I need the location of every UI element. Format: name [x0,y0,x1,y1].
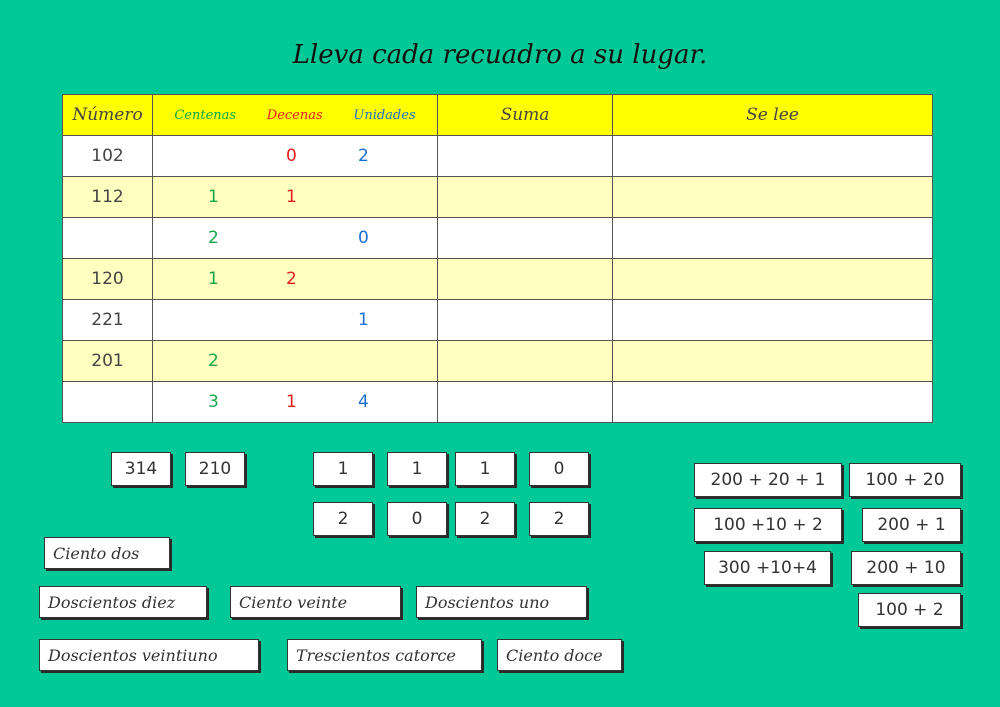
cell-suma[interactable] [438,177,613,218]
cell-suma[interactable] [438,136,613,177]
table-row [63,259,933,300]
card-reading[interactable]: Doscientos uno [416,586,587,618]
card-reading[interactable]: Ciento doce [497,639,622,671]
cell-se-lee[interactable] [613,300,933,341]
card-digit[interactable]: 2 [455,502,515,536]
cell-se-lee[interactable] [613,136,933,177]
card-sum[interactable]: 100 + 2 [858,593,961,627]
digit-centenas: 1 [208,187,219,207]
table-row [63,136,933,177]
cell-digits[interactable] [153,259,438,300]
table-row [63,382,933,423]
cell-numero[interactable]: 221 [63,300,153,341]
header-se-lee: Se lee [613,95,933,136]
header-unidades: Unidades [353,107,416,123]
cell-suma[interactable] [438,341,613,382]
card-digit[interactable]: 1 [313,452,373,486]
cell-numero[interactable]: 120 [63,259,153,300]
cell-suma[interactable] [438,218,613,259]
card-digit[interactable]: 2 [313,502,373,536]
digit-decenas: 0 [286,146,297,166]
card-number[interactable]: 314 [111,452,171,486]
digit-decenas: 2 [286,269,297,289]
card-digit[interactable]: 0 [529,452,589,486]
page-title: Lleva cada recuadro a su lugar. [292,40,708,70]
card-sum[interactable]: 200 + 1 [862,508,961,542]
card-sum[interactable]: 200 + 10 [851,551,961,585]
header-suma: Suma [438,95,613,136]
table-row [63,177,933,218]
card-digit[interactable]: 2 [529,502,589,536]
digit-decenas: 1 [286,187,297,207]
digit-unidades: 4 [358,392,369,412]
card-reading[interactable]: Trescientos catorce [287,639,482,671]
cell-se-lee[interactable] [613,382,933,423]
header-place-values [153,95,438,136]
card-reading[interactable]: Ciento dos [44,537,170,569]
card-number[interactable]: 210 [185,452,245,486]
digit-decenas: 1 [286,392,297,412]
digit-unidades: 1 [358,310,369,330]
cell-digits[interactable] [153,136,438,177]
cell-digits[interactable] [153,382,438,423]
cell-suma[interactable] [438,300,613,341]
cell-se-lee[interactable] [613,177,933,218]
table-row [63,218,933,259]
cell-digits[interactable] [153,300,438,341]
cell-se-lee[interactable] [613,341,933,382]
card-reading[interactable]: Ciento veinte [230,586,401,618]
digit-centenas: 1 [208,269,219,289]
cell-numero[interactable]: 102 [63,136,153,177]
cell-numero[interactable] [63,382,153,423]
header-numero: Número [63,95,153,136]
card-digit[interactable]: 1 [455,452,515,486]
cell-digits[interactable] [153,177,438,218]
table-row [63,341,933,382]
cell-digits[interactable] [153,218,438,259]
card-sum[interactable]: 100 + 20 [849,463,961,497]
cell-digits[interactable] [153,341,438,382]
digit-unidades: 0 [358,228,369,248]
digit-unidades: 2 [358,146,369,166]
header-decenas: Decenas [266,107,323,123]
table-header-row [63,95,933,136]
digit-centenas: 2 [208,228,219,248]
table-row [63,300,933,341]
card-digit[interactable]: 1 [387,452,447,486]
digit-centenas: 2 [208,351,219,371]
card-sum[interactable]: 200 + 20 + 1 [694,463,842,497]
digit-centenas: 3 [208,392,219,412]
card-sum[interactable]: 300 +10+4 [704,551,831,585]
card-digit[interactable]: 0 [387,502,447,536]
cell-se-lee[interactable] [613,259,933,300]
cell-numero[interactable]: 112 [63,177,153,218]
card-reading[interactable]: Doscientos diez [39,586,207,618]
card-sum[interactable]: 100 +10 + 2 [694,508,842,542]
cell-suma[interactable] [438,382,613,423]
place-value-table [62,94,933,423]
cell-numero[interactable] [63,218,153,259]
cell-numero[interactable]: 201 [63,341,153,382]
header-centenas: Centenas [174,107,237,123]
card-reading[interactable]: Doscientos veintiuno [39,639,259,671]
cell-suma[interactable] [438,259,613,300]
cell-se-lee[interactable] [613,218,933,259]
